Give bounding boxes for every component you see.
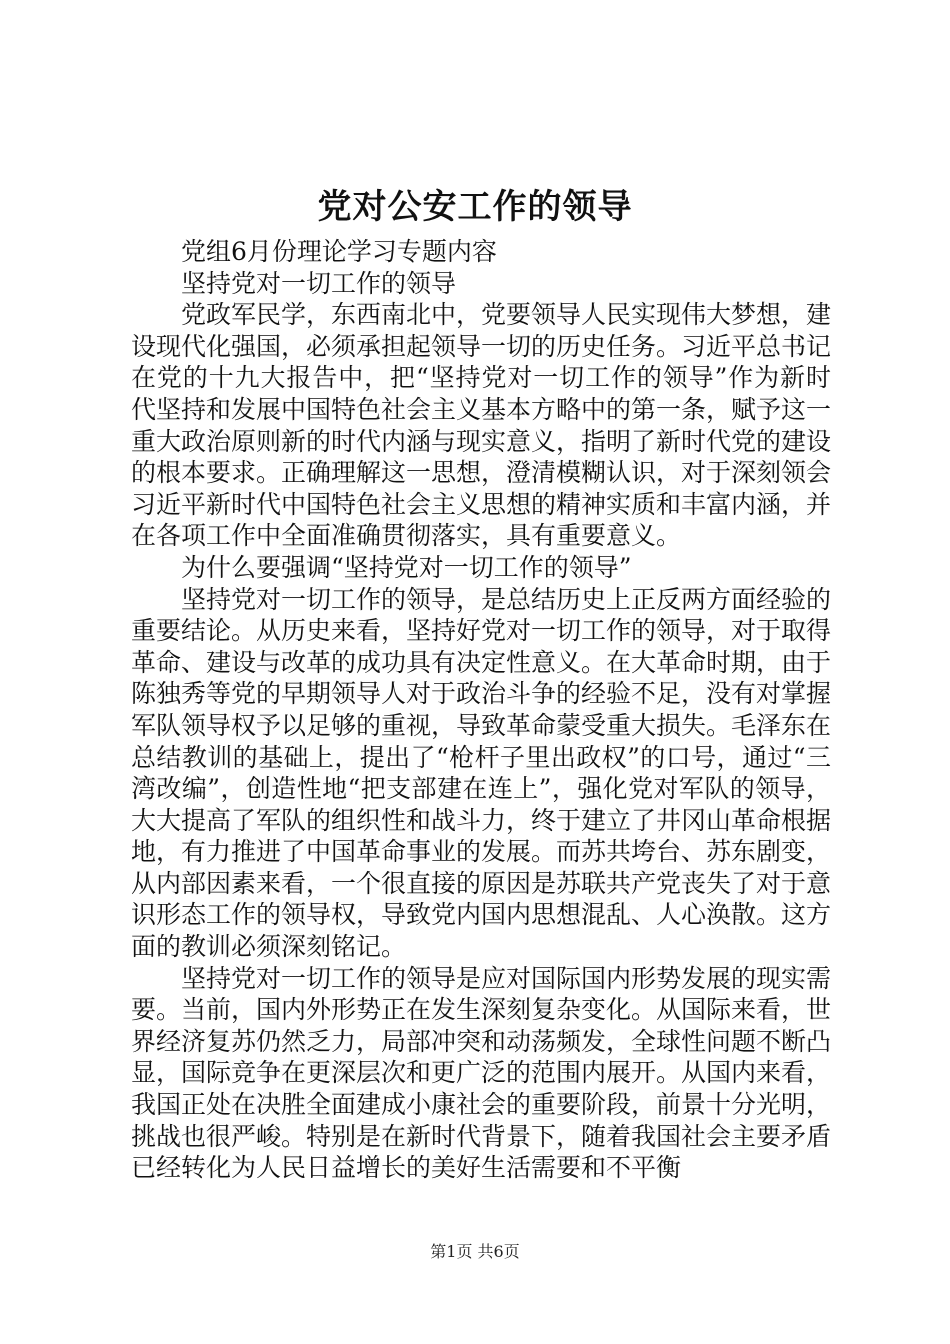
paragraph-history: 坚持党对一切工作的领导，是总结历史上正反两方面经验的重要结论。从历史来看，坚持好党对一切工作的领导，对于取得革命、建设与改革的成功具有决定性意义。在大革命时期，由于陈独秀等党的早期领导人对于政治斗争的经验不足，没有对掌握军队领导权予以足够的重视，导致革命蒙受重大损失。毛泽东在总结教训的基础上，提出了“枪杆子里出政权”的口号，通过“三湾改编”，创造性地“把支部建在连上”，强化党对军队的领导，大大提高了军队的组织性和战斗力，终于建立了井冈山革命根据地，有力推进了中国革命事业的发展。而苏共垮台、苏东剧变，从内部因素来看，一个很直接的原因是苏联共产党丧失了对于意识形态工作的领导权，导致党内国内思想混乱、人心涣散。这方面的教训必须深刻铭记。 bbox=[131, 584, 832, 962]
paragraph-subtitle: 党组6月份理论学习专题内容 bbox=[181, 237, 497, 266]
paragraph-intro: 党政军民学，东西南北中，党要领导人民实现伟大梦想，建设现代化强国，必须承担起领导一切的历史任务。习近平总书记在党的十九大报告中，把“坚持党对一切工作的领导”作为新时代坚持和发展中国特色社会主义基本方略中的第一条，赋予这一重大政治原则新的时代内涵与现实意义，指明了新时代党的建设的根本要求。正确理解这一思想，澄清模糊认识，对于深刻领会习近平新时代中国特色社会主义思想的精神实质和丰富内涵，并在各项工作中全面准确贯彻落实，具有重要意义。 bbox=[131, 300, 832, 551]
page-number-footer: 第1页 共6页 bbox=[430, 1242, 520, 1261]
document-title: 党对公安工作的领导 bbox=[317, 187, 633, 227]
paragraph-section-heading: 为什么要强调“坚持党对一切工作的领导” bbox=[181, 552, 632, 582]
paragraph-situation: 坚持党对一切工作的领导是应对国际国内形势发展的现实需要。当前，国内外形势正在发生深刻复杂变化。从国际来看，世界经济复苏仍然乏力，局部冲突和动荡频发，全球性问题不断凸显，国际竞争在更深层次和更广泛的范围内展开。从国内来看，我国正处在决胜全面建成小康社会的重要阶段，前景十分光明，挑战也很严峻。特别是在新时代背景下，随着我国社会主要矛盾已经转化为人民日益增长的美好生活需要和不平衡 bbox=[131, 963, 832, 1183]
document-body bbox=[131, 236, 831, 1184]
paragraph-heading: 坚持党对一切工作的领导 bbox=[181, 268, 457, 298]
